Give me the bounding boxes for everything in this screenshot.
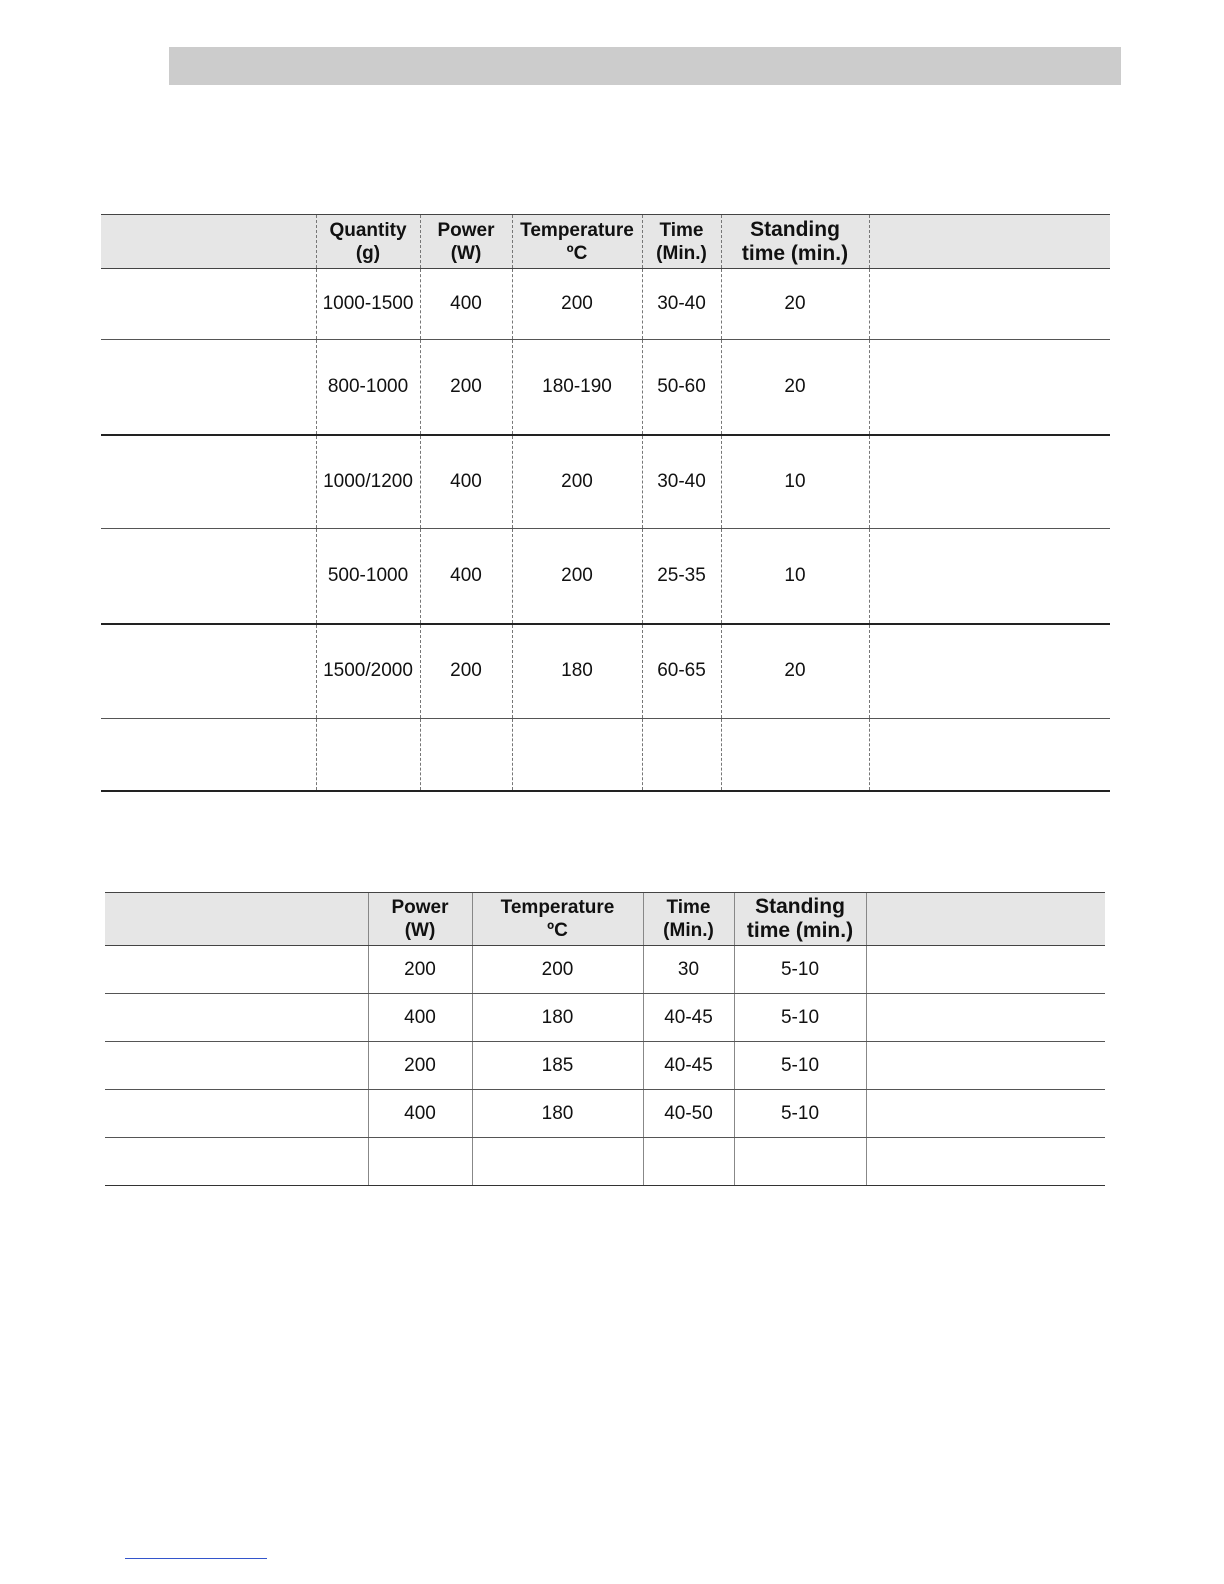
cell-notes [866,946,1105,994]
cell-standing-time: 20 [721,624,869,719]
cell-temperature [512,719,642,791]
cell-standing-time: 10 [721,435,869,529]
table-row [105,946,1105,994]
header-notes [866,893,1105,946]
cell-food [101,269,316,340]
cell-quantity: 500-1000 [316,529,420,624]
cell-food [105,1138,368,1186]
cell-time [642,719,721,791]
cell-power [420,719,512,791]
cell-temperature: 200 [512,529,642,624]
cell-notes [869,719,1110,791]
header-standing-time: Standing time (min.) [734,893,866,946]
footnote-rule [125,1558,267,1559]
cell-notes [869,269,1110,340]
cell-quantity [316,719,420,791]
cell-power: 200 [368,946,472,994]
cell-temperature: 180 [472,994,643,1042]
cell-time: 40-45 [643,994,734,1042]
cell-standing-time: 5-10 [734,994,866,1042]
table-header-row [105,893,1105,946]
table-row [101,435,1110,529]
page-header-bar [169,47,1121,85]
header-temperature: Temperature ºC [512,215,642,269]
cell-notes [869,340,1110,435]
header-temperature: Temperature ºC [472,893,643,946]
cell-food [105,994,368,1042]
cell-time: 25-35 [642,529,721,624]
cell-temperature: 180-190 [512,340,642,435]
table-header-row [101,215,1110,269]
header-time: Time (Min.) [643,893,734,946]
cell-time: 30-40 [642,269,721,340]
cell-temperature: 180 [512,624,642,719]
cell-food [101,719,316,791]
cell-power: 400 [420,435,512,529]
cell-quantity: 1500/2000 [316,624,420,719]
cell-power: 400 [368,994,472,1042]
cell-standing-time: 5-10 [734,1042,866,1090]
table-row [101,624,1110,719]
cell-temperature [472,1138,643,1186]
cell-notes [866,994,1105,1042]
cell-quantity: 1000/1200 [316,435,420,529]
header-food [101,215,316,269]
cell-time: 50-60 [642,340,721,435]
header-quantity: Quantity (g) [316,215,420,269]
cell-time: 60-65 [642,624,721,719]
cell-notes [869,529,1110,624]
cell-notes [866,1042,1105,1090]
header-food [105,893,368,946]
cell-temperature: 180 [472,1090,643,1138]
cell-time: 40-45 [643,1042,734,1090]
cell-temperature: 200 [472,946,643,994]
cell-notes [866,1138,1105,1186]
table-row [101,269,1110,340]
cell-standing-time: 20 [721,269,869,340]
cell-power: 200 [420,340,512,435]
header-power: Power (W) [420,215,512,269]
cell-power: 400 [368,1090,472,1138]
header-notes [869,215,1110,269]
cell-standing-time: 5-10 [734,1090,866,1138]
cell-time [643,1138,734,1186]
cell-food [105,1090,368,1138]
cell-power [368,1138,472,1186]
cell-quantity: 1000-1500 [316,269,420,340]
cell-time: 30 [643,946,734,994]
table-row [101,529,1110,624]
cell-food [101,529,316,624]
header-standing-time: Standing time (min.) [721,215,869,269]
header-power: Power (W) [368,893,472,946]
cell-food [105,1042,368,1090]
table-row [105,1138,1105,1186]
cooking-table-1 [101,214,1110,792]
cell-standing-time: 20 [721,340,869,435]
table-row [105,1090,1105,1138]
cooking-table-2 [105,892,1105,1186]
cell-notes [869,435,1110,529]
table-row [101,719,1110,791]
cell-power: 400 [420,269,512,340]
table-row [101,340,1110,435]
cell-standing-time [734,1138,866,1186]
cell-temperature: 200 [512,435,642,529]
cell-standing-time [721,719,869,791]
cell-food [101,340,316,435]
table-row [105,994,1105,1042]
cell-food [101,435,316,529]
cell-power: 400 [420,529,512,624]
cell-power: 200 [420,624,512,719]
cell-power: 200 [368,1042,472,1090]
cell-notes [866,1090,1105,1138]
cell-time: 40-50 [643,1090,734,1138]
cell-food [105,946,368,994]
table-row [105,1042,1105,1090]
cell-notes [869,624,1110,719]
cell-temperature: 185 [472,1042,643,1090]
cell-standing-time: 10 [721,529,869,624]
cell-quantity: 800-1000 [316,340,420,435]
cell-temperature: 200 [512,269,642,340]
cell-food [101,624,316,719]
header-time: Time (Min.) [642,215,721,269]
cell-standing-time: 5-10 [734,946,866,994]
cell-time: 30-40 [642,435,721,529]
